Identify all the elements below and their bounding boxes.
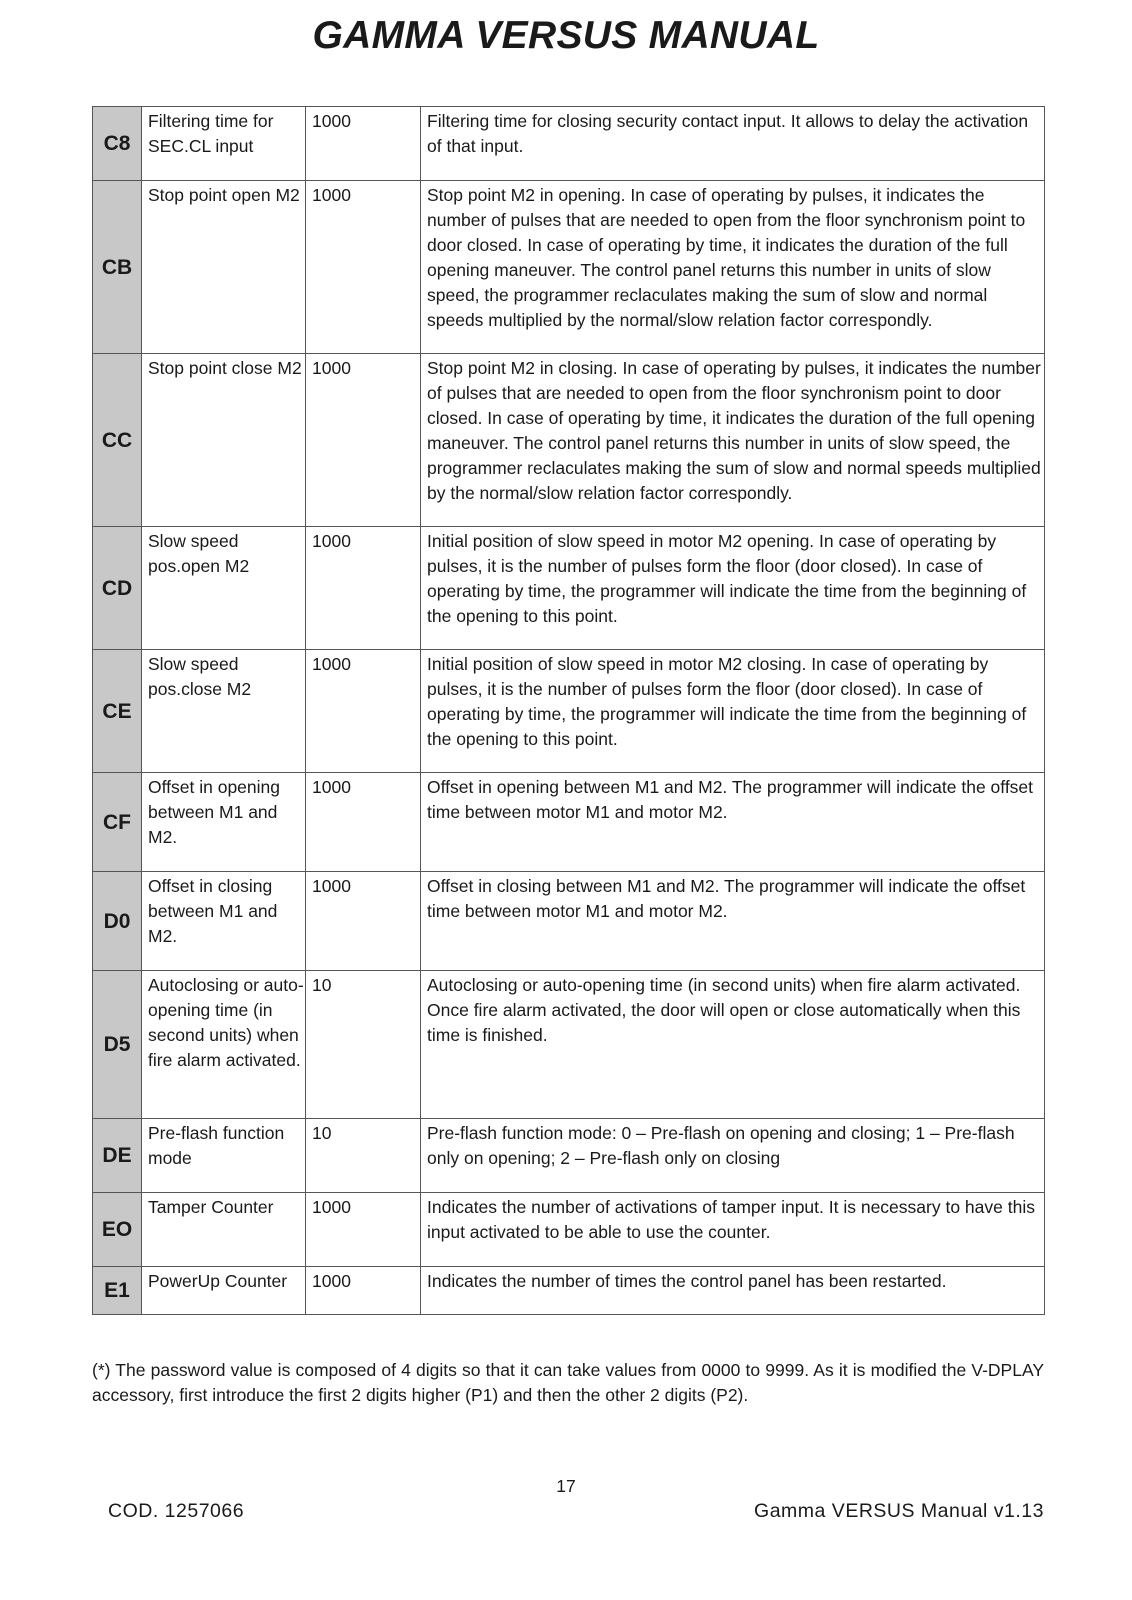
document-name: Gamma VERSUS Manual v1.13 (754, 1500, 1044, 1522)
parameter-name: Tamper Counter (142, 1193, 306, 1267)
parameter-name: PowerUp Counter (142, 1267, 306, 1315)
parameter-description: Offset in opening between M1 and M2. The programmer will indicate the offset time between motor M1 and motor M2. (421, 773, 1045, 872)
parameter-description: Indicates the number of activations of tamper input. It is necessary to have this input activated to be able to use the counter. (421, 1193, 1045, 1267)
document-code: COD. 1257066 (108, 1500, 245, 1522)
parameter-value: 1000 (306, 1193, 421, 1267)
parameter-code: DE (93, 1119, 142, 1193)
parameter-description: Filtering time for closing security contact input. It allows to delay the activation of that input. (421, 107, 1045, 181)
parameter-name: Slow speed pos.close M2 (142, 650, 306, 773)
parameter-value: 1000 (306, 650, 421, 773)
parameter-value: 1000 (306, 773, 421, 872)
parameter-description: Initial position of slow speed in motor M2 closing. In case of operating by pulses, it is the number of pulses form the floor (door closed). In case of operating by time, the programmer will indicate the time from the beginning of the opening to this point. (421, 650, 1045, 773)
parameters-table (92, 106, 1045, 1315)
parameter-description: Pre-flash function mode: 0 – Pre-flash on opening and closing; 1 – Pre-flash only on opening; 2 – Pre-flash only on closing (421, 1119, 1045, 1193)
table-row (93, 650, 1045, 773)
parameter-code: D5 (93, 971, 142, 1119)
parameter-value: 1000 (306, 107, 421, 181)
parameter-name: Offset in opening between M1 and M2. (142, 773, 306, 872)
parameter-value: 1000 (306, 354, 421, 527)
parameter-description: Initial position of slow speed in motor M2 opening. In case of operating by pulses, it is the number of pulses form the floor (door closed). In case of operating by time, the programmer will indicate the time from the beginning of the opening to this point. (421, 527, 1045, 650)
parameter-value: 1000 (306, 1267, 421, 1315)
parameter-description: Stop point M2 in closing. In case of operating by pulses, it indicates the number of pulses that are needed to open from the floor synchronism point to door closed. In case of operating by time, it indicates the duration of the full opening maneuver. The control panel returns this number in units of slow speed, the programmer reclaculates making the sum of slow and normal speeds multiplied by the normal/slow relation factor correspondly. (421, 354, 1045, 527)
table-row (93, 1193, 1045, 1267)
parameter-name: Pre-flash function mode (142, 1119, 306, 1193)
password-footnote: (*) The password value is composed of 4 digits so that it can take values from 0000 to 9999. As it is modified the V-DPLAY accessory, first introduce the first 2 digits higher (P1) and then the other 2 digits (P2). (92, 1360, 1044, 1405)
parameter-code: CF (93, 773, 142, 872)
parameter-name: Stop point open M2 (142, 181, 306, 354)
parameter-name: Autoclosing or auto-opening time (in second units) when fire alarm activated. (142, 971, 306, 1119)
parameter-description: Indicates the number of times the control panel has been restarted. (421, 1267, 1045, 1315)
page-title: GAMMA VERSUS MANUAL (312, 14, 820, 57)
table-row (93, 1119, 1045, 1193)
table-row (93, 527, 1045, 650)
parameter-name: Filtering time for SEC.CL input (142, 107, 306, 181)
parameter-code: CB (93, 181, 142, 354)
parameter-description: Stop point M2 in opening. In case of operating by pulses, it indicates the number of pulses that are needed to open from the floor synchronism point to door closed. In case of operating by time, it indicates the duration of the full opening maneuver. The control panel returns this number in units of slow speed, the programmer reclaculates making the sum of slow and normal speeds multiplied by the normal/slow relation factor correspondly. (421, 181, 1045, 354)
parameter-code: CD (93, 527, 142, 650)
parameter-name: Offset in closing between M1 and M2. (142, 872, 306, 971)
page-number: 17 (556, 1476, 576, 1496)
parameter-code: E1 (93, 1267, 142, 1315)
table-row (93, 773, 1045, 872)
parameter-value: 10 (306, 1119, 421, 1193)
parameter-code: CC (93, 354, 142, 527)
table-row (93, 354, 1045, 527)
parameter-name: Slow speed pos.open M2 (142, 527, 306, 650)
parameter-name: Stop point close M2 (142, 354, 306, 527)
parameter-code: CE (93, 650, 142, 773)
table-row (93, 971, 1045, 1119)
parameter-description: Offset in closing between M1 and M2. The programmer will indicate the offset time between motor M1 and motor M2. (421, 872, 1045, 971)
table-row (93, 872, 1045, 971)
parameter-code: EO (93, 1193, 142, 1267)
table-row (93, 107, 1045, 181)
parameter-value: 1000 (306, 527, 421, 650)
table-row (93, 1267, 1045, 1315)
parameter-value: 1000 (306, 872, 421, 971)
parameter-code: C8 (93, 107, 142, 181)
parameter-code: D0 (93, 872, 142, 971)
table-row (93, 181, 1045, 354)
parameter-description: Autoclosing or auto-opening time (in second units) when fire alarm activated. Once fire alarm activated, the door will open or close automatically when this time is finished. (421, 971, 1045, 1119)
parameter-value: 10 (306, 971, 421, 1119)
parameter-value: 1000 (306, 181, 421, 354)
